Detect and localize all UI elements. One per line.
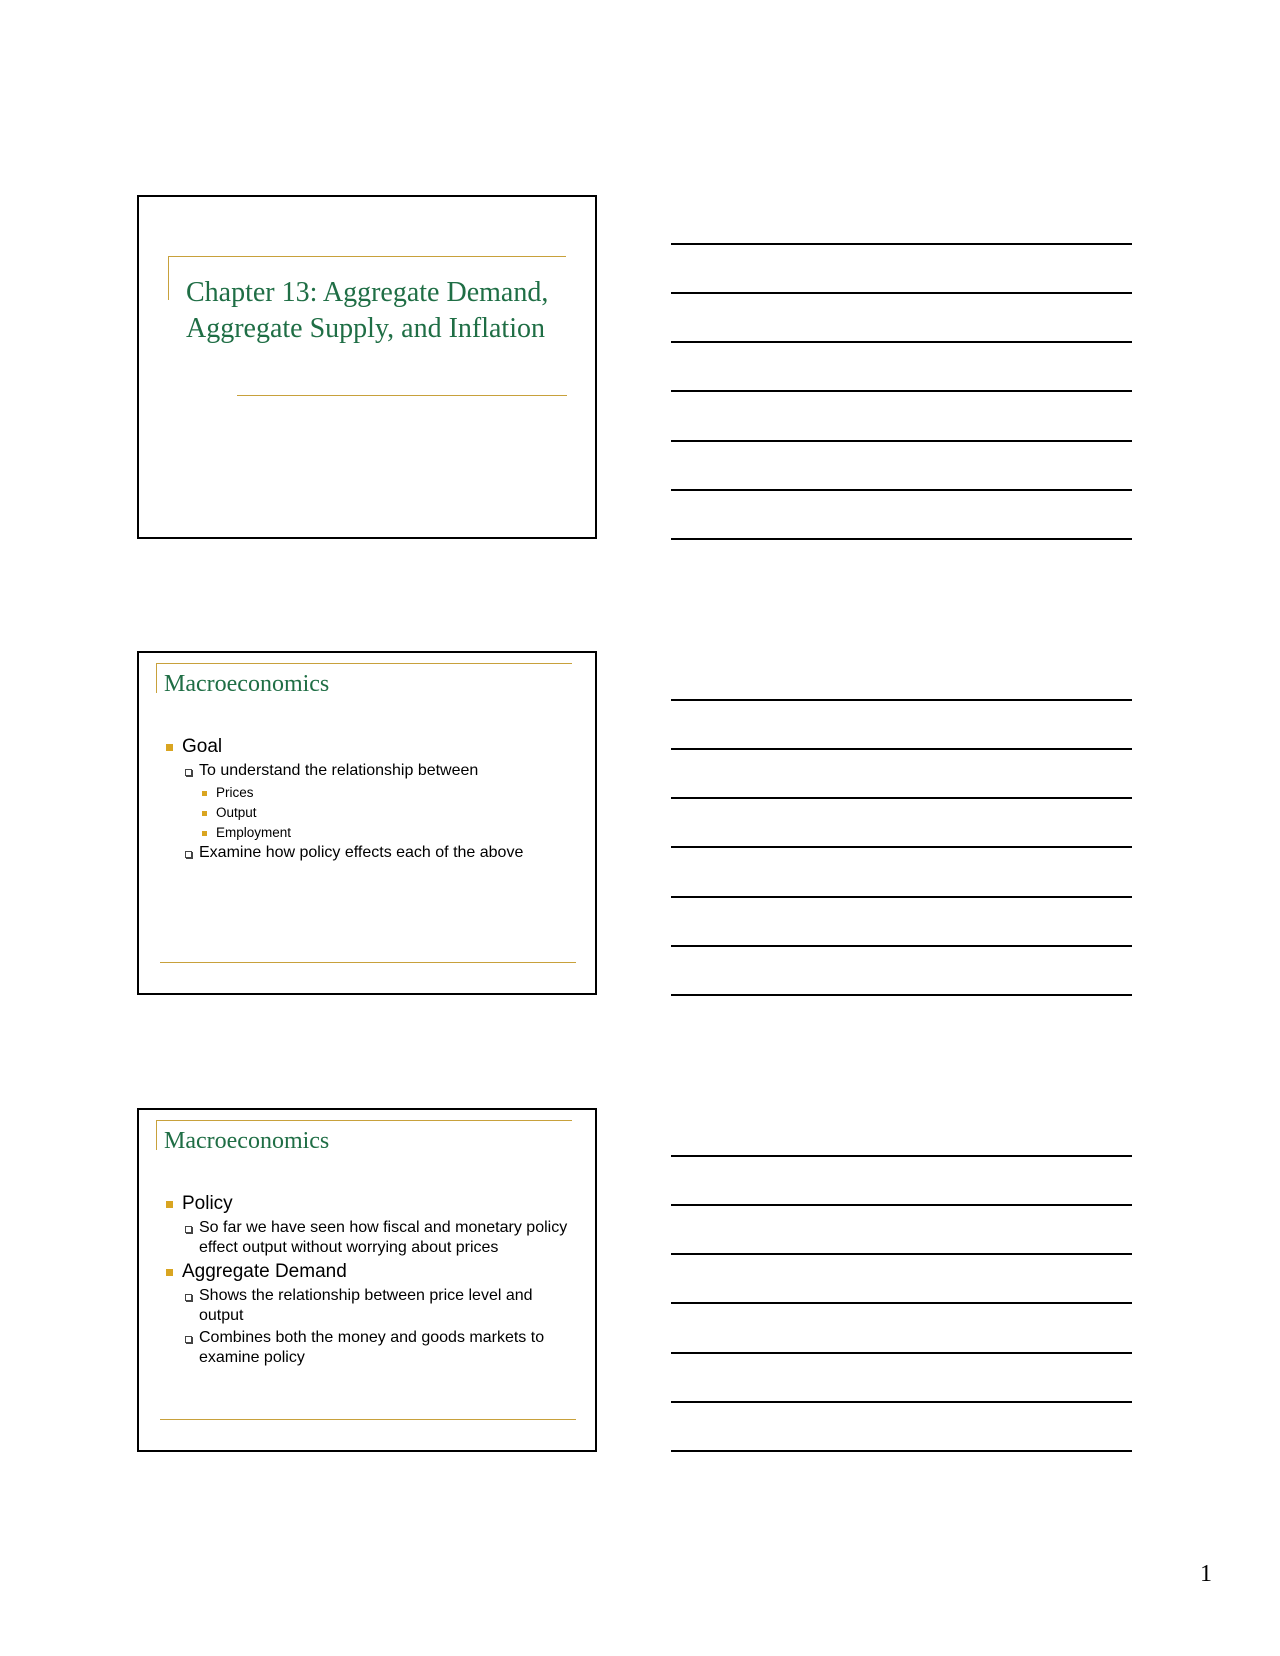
square-bullet-icon xyxy=(166,1269,173,1276)
note-line xyxy=(671,538,1132,540)
note-line xyxy=(671,748,1132,750)
square-bullet-icon xyxy=(202,791,207,796)
bullet-text: So far we have seen how fiscal and monetary policy effect output without worrying about prices xyxy=(199,1219,568,1256)
sub-bullet-item xyxy=(164,1328,574,1368)
bullet-text: Policy xyxy=(182,1193,233,1214)
note-line xyxy=(671,390,1132,392)
slide-3 xyxy=(137,1108,597,1452)
title-rule-left xyxy=(168,256,169,300)
slide-body xyxy=(164,735,574,865)
square-bullet-icon xyxy=(166,744,173,751)
bullet-item xyxy=(164,735,574,759)
note-line xyxy=(671,1253,1132,1255)
slide-1 xyxy=(137,195,597,539)
bullet-text: Shows the relationship between price level and output xyxy=(199,1287,533,1324)
note-line xyxy=(671,440,1132,442)
note-line xyxy=(671,1204,1132,1206)
note-line xyxy=(671,994,1132,996)
sub-bullet-item xyxy=(164,761,574,781)
title-rule-bottom xyxy=(237,395,567,396)
square-bullet-icon xyxy=(202,811,207,816)
square-bullet-icon xyxy=(202,831,207,836)
bullet-text: To understand the relationship between xyxy=(199,762,479,779)
square-bullet-icon xyxy=(166,1201,173,1208)
note-line xyxy=(671,699,1132,701)
title-rule-left xyxy=(156,663,157,693)
sub-sub-bullet-item xyxy=(164,803,574,823)
note-line xyxy=(671,1155,1132,1157)
bullet-text: Employment xyxy=(216,825,292,840)
note-line xyxy=(671,489,1132,491)
footer-rule xyxy=(160,1419,576,1420)
note-line xyxy=(671,896,1132,898)
bullet-text: Goal xyxy=(182,736,223,757)
footer-rule xyxy=(160,962,576,963)
bullet-text: Prices xyxy=(216,785,254,800)
sub-sub-bullet-item xyxy=(164,823,574,843)
page-number: 1 xyxy=(1200,1561,1212,1587)
hollow-square-bullet-icon xyxy=(185,769,192,776)
bullet-text: Examine how policy effects each of the above xyxy=(199,844,524,861)
note-line xyxy=(671,243,1132,245)
note-line xyxy=(671,1302,1132,1304)
slide-body xyxy=(164,1192,574,1370)
note-line xyxy=(671,1450,1132,1452)
title-rule-top xyxy=(156,1120,572,1121)
note-line xyxy=(671,1352,1132,1354)
note-line xyxy=(671,846,1132,848)
title-rule-top xyxy=(168,256,566,257)
hollow-square-bullet-icon xyxy=(185,1294,192,1301)
slide-2 xyxy=(137,651,597,995)
slide-title: Macroeconomics xyxy=(164,671,330,697)
bullet-text: Aggregate Demand xyxy=(182,1261,347,1282)
sub-bullet-item xyxy=(164,1286,574,1326)
hollow-square-bullet-icon xyxy=(185,1336,192,1343)
sub-bullet-item xyxy=(164,843,574,863)
sub-sub-bullet-item xyxy=(164,783,574,803)
hollow-square-bullet-icon xyxy=(185,1226,192,1233)
slide-title: Chapter 13: Aggregate Demand, Aggregate Supply, and Inflation xyxy=(186,277,549,344)
sub-bullet-item xyxy=(164,1218,574,1258)
note-line xyxy=(671,797,1132,799)
note-line xyxy=(671,1401,1132,1403)
note-line xyxy=(671,292,1132,294)
note-line xyxy=(671,341,1132,343)
bullet-text: Combines both the money and goods markets to examine policy xyxy=(199,1329,545,1366)
title-rule-top xyxy=(156,663,572,664)
slide-title: Macroeconomics xyxy=(164,1128,330,1154)
title-rule-left xyxy=(156,1120,157,1150)
hollow-square-bullet-icon xyxy=(185,851,192,858)
bullet-text: Output xyxy=(216,805,257,820)
bullet-item xyxy=(164,1260,574,1284)
note-line xyxy=(671,945,1132,947)
bullet-item xyxy=(164,1192,574,1216)
